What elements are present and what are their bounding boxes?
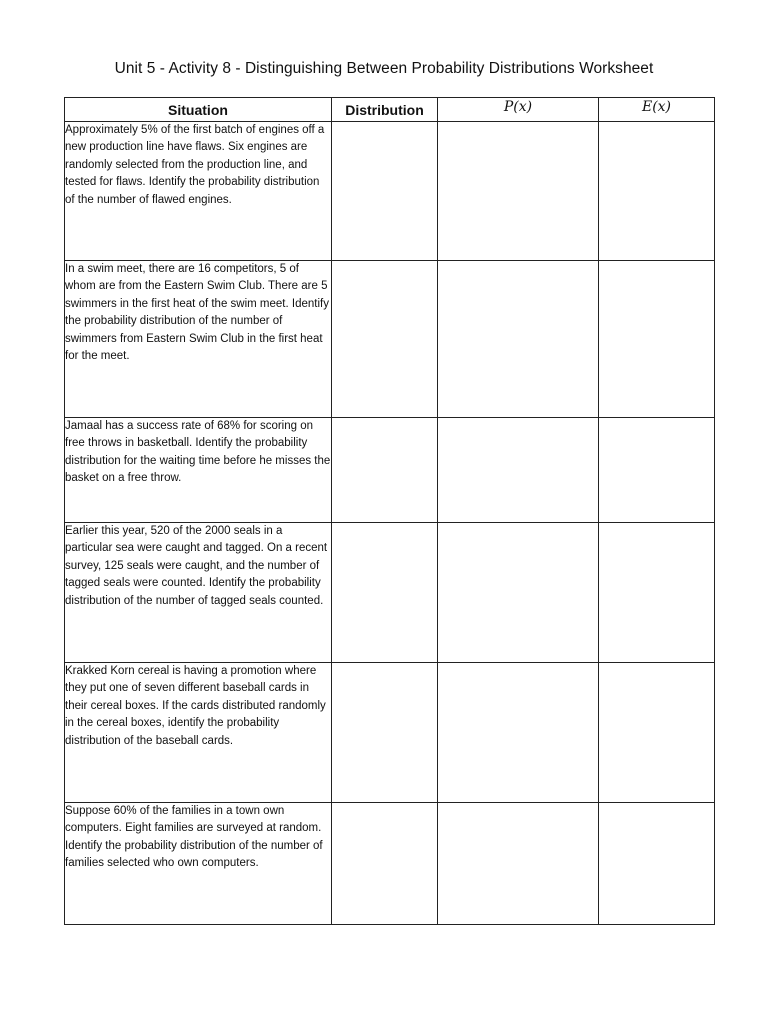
situation-cell: Jamaal has a success rate of 68% for scoring on free throws in basketball. Identify the probability distribution for the waiting time before he misses the basket on a free throw.: [65, 418, 332, 523]
px-cell[interactable]: [438, 523, 599, 663]
table-row: [65, 418, 715, 523]
table-row: [65, 663, 715, 803]
table-row: [65, 261, 715, 418]
px-cell[interactable]: [438, 663, 599, 803]
distribution-cell[interactable]: [332, 803, 438, 925]
ex-cell[interactable]: [599, 523, 715, 663]
distribution-cell[interactable]: [332, 261, 438, 418]
px-cell[interactable]: [438, 418, 599, 523]
situation-cell: Earlier this year, 520 of the 2000 seals in a particular sea were caught and tagged. On a recent survey, 125 seals were caught, and the number of tagged seals were counted. Identify the probability distribution of the number of tagged seals counted.: [65, 523, 332, 663]
distribution-cell[interactable]: [332, 122, 438, 261]
ex-cell[interactable]: [599, 261, 715, 418]
distribution-cell[interactable]: [332, 418, 438, 523]
ex-cell[interactable]: [599, 663, 715, 803]
situation-cell: Krakked Korn cereal is having a promotion where they put one of seven different baseball cards in their cereal boxes. If the cards distributed randomly in the cereal boxes, identify the probability distribution of the baseball cards.: [65, 663, 332, 803]
px-cell[interactable]: [438, 803, 599, 925]
situation-cell: In a swim meet, there are 16 competitors, 5 of whom are from the Eastern Swim Club. There are 5 swimmers in the first heat of the swim meet. Identify the probability distribution of the number of swimmers from Eastern Swim Club in the first heat for the meet.: [65, 261, 332, 418]
table-row: [65, 803, 715, 925]
worksheet-table: [64, 97, 715, 925]
px-cell[interactable]: [438, 261, 599, 418]
header-row: [65, 98, 715, 122]
header-situation: Situation: [65, 98, 332, 122]
distribution-cell[interactable]: [332, 663, 438, 803]
distribution-cell[interactable]: [332, 523, 438, 663]
page-title: Unit 5 - Activity 8 - Distinguishing Between Probability Distributions Worksheet: [114, 60, 654, 77]
situation-cell: Suppose 60% of the families in a town own computers. Eight families are surveyed at random. Identify the probability distribution of the number of families selected who own computers.: [65, 803, 332, 925]
header-ex: E(x): [599, 98, 715, 122]
table-row: [65, 523, 715, 663]
ex-cell[interactable]: [599, 418, 715, 523]
ex-cell[interactable]: [599, 803, 715, 925]
header-px: P(x): [438, 98, 599, 122]
ex-cell[interactable]: [599, 122, 715, 261]
header-distribution: Distribution: [332, 98, 438, 122]
situation-cell: Approximately 5% of the first batch of engines off a new production line have flaws. Six engines are randomly selected from the production line, and tested for flaws. Identify the probability distribution of the number of flawed engines.: [65, 122, 332, 261]
table-row: [65, 122, 715, 261]
px-cell[interactable]: [438, 122, 599, 261]
